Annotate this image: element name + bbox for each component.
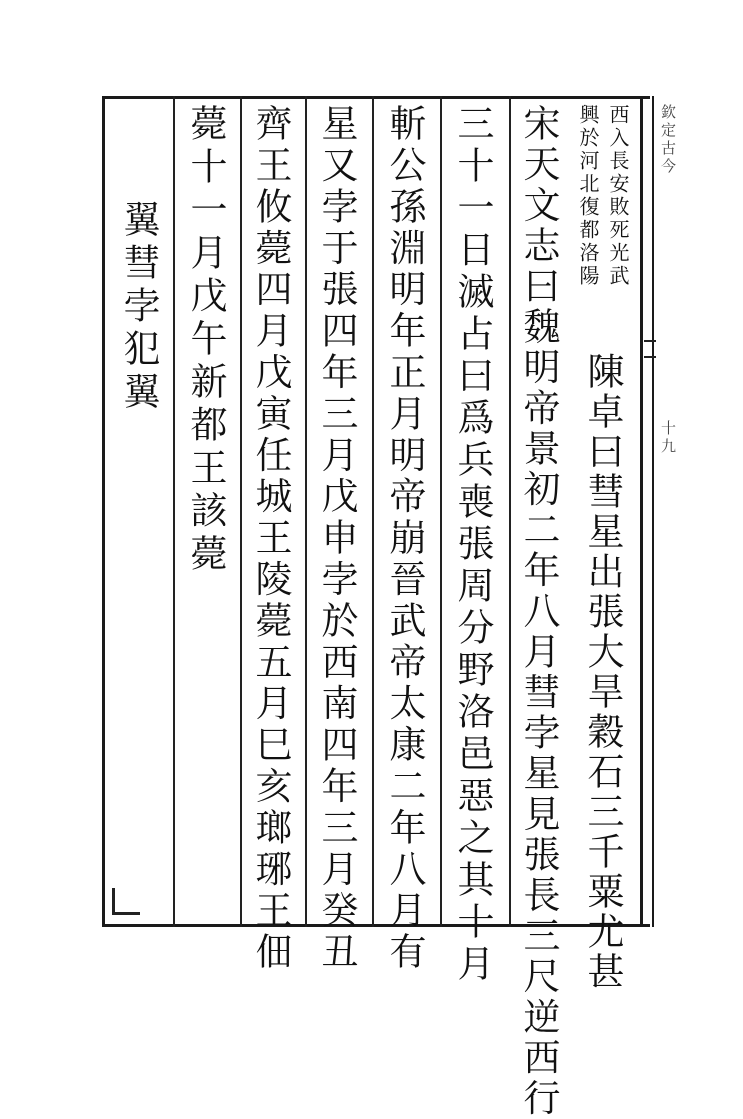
frame-left-rule (102, 96, 105, 927)
margin-fishtail-mark (644, 340, 656, 358)
text-column-6: 薨十一月戊午新都王該薨 (184, 104, 227, 577)
margin-title: 欽定古今 (659, 104, 677, 176)
margin-page-number: 十九 (659, 420, 677, 456)
note-line-2: 興於河北復都洛陽 (576, 104, 600, 288)
text-column-2: 三十一日滅占曰爲兵喪張周分野洛邑惡之其十月 (451, 104, 494, 986)
column-divider (372, 96, 374, 927)
column-divider (509, 96, 511, 927)
text-column-3: 斬公孫淵明年正月明帝崩晉武帝太康二年八月有 (383, 104, 426, 974)
section-label: 翼彗孛犯翼 (117, 200, 160, 415)
note-line-1: 西入長安敗死光武 (606, 104, 630, 288)
frame-top-rule (102, 96, 650, 99)
column-divider (305, 96, 307, 927)
text-column-1: 宋天文志曰魏明帝景初二年八月彗孛星見張長三尺逆西行 (517, 104, 560, 1119)
column-divider (240, 96, 242, 927)
text-column-4: 星又孛于張四年三月戊申孛於西南四年三月癸丑 (315, 104, 358, 974)
frame-corner-mark (112, 888, 115, 914)
frame-corner-mark (112, 912, 140, 915)
continuation-text: 陳卓曰彗星出張大旱穀石三千粟尤甚 (581, 352, 624, 992)
column-divider (440, 96, 442, 927)
frame-right-rule (640, 96, 643, 927)
frame-outer-right-rule (652, 96, 654, 927)
frame-bottom-rule (102, 924, 650, 927)
text-column-5: 齊王攸薨四月戊寅任城王陵薨五月巳亥瑯琊王佃 (249, 104, 292, 974)
column-divider (173, 96, 175, 927)
